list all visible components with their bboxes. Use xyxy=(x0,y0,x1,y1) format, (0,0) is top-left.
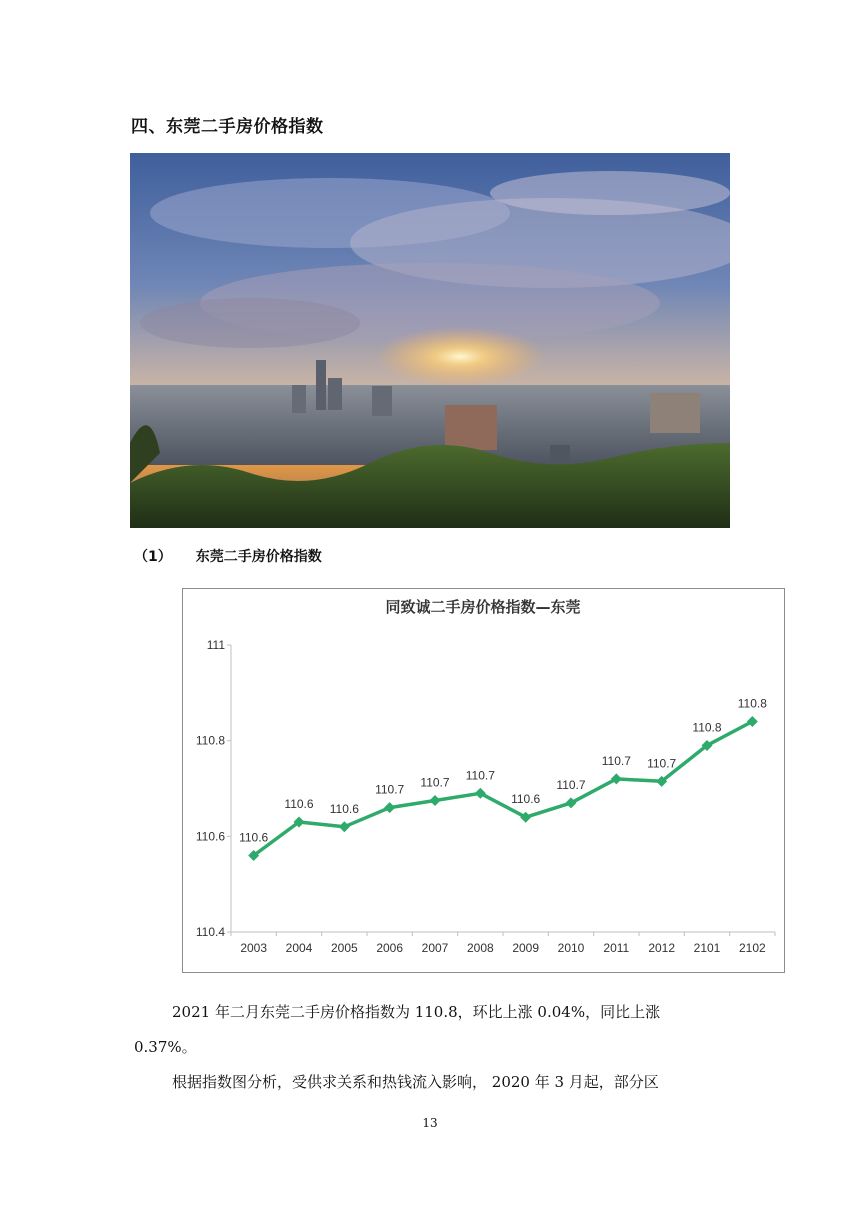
data-label: 110.6 xyxy=(239,830,269,845)
chart-title: 同致诚二手房价格指数—东莞 xyxy=(385,598,581,616)
subsection-heading xyxy=(134,546,322,566)
x-tick-label: 2007 xyxy=(421,941,449,955)
x-tick-label: 2011 xyxy=(603,941,630,955)
data-label: 110.7 xyxy=(647,756,677,771)
price-index-chart xyxy=(182,588,785,973)
x-tick-label: 2005 xyxy=(330,941,358,955)
page-number: 13 xyxy=(422,1116,438,1130)
x-tick-label: 2012 xyxy=(648,941,676,955)
data-label: 110.7 xyxy=(556,777,586,792)
x-axis xyxy=(231,932,775,955)
subsection-title: 东莞二手房价格指数 xyxy=(195,549,322,565)
y-tick-label: 110.8 xyxy=(195,733,225,748)
series-polyline xyxy=(254,722,753,856)
x-tick-label: 2003 xyxy=(240,941,268,955)
data-label: 110.7 xyxy=(375,782,405,797)
chart-canvas xyxy=(183,589,784,972)
data-label: 110.6 xyxy=(329,801,359,816)
data-label: 110.6 xyxy=(284,796,314,811)
data-label: 110.7 xyxy=(465,768,495,783)
paragraph-line-1: 2021 年二月东莞二手房价格指数为 110.8，环比上涨 0.04%，同比上涨 xyxy=(172,1003,661,1021)
x-tick-label: 2008 xyxy=(466,941,494,955)
subsection-number: （1） xyxy=(134,549,172,565)
x-tick-label: 2102 xyxy=(738,941,766,955)
city-sunset-photo xyxy=(130,153,730,528)
data-labels xyxy=(239,697,767,845)
y-tick-label: 110.4 xyxy=(195,925,225,939)
data-label: 110.7 xyxy=(601,753,631,768)
x-tick-label: 2009 xyxy=(512,941,540,955)
y-tick-label: 110.6 xyxy=(195,829,225,844)
x-tick-label: 2010 xyxy=(557,941,585,955)
series-line xyxy=(248,716,758,861)
data-label: 110.8 xyxy=(737,696,767,711)
data-label: 110.8 xyxy=(692,720,722,735)
data-point-marker xyxy=(430,795,441,806)
x-tick-label: 2006 xyxy=(376,941,404,955)
data-point-marker xyxy=(384,802,395,813)
y-axis xyxy=(196,638,231,939)
y-tick-label: 111 xyxy=(206,638,225,652)
data-point-marker xyxy=(339,821,350,832)
paragraph-line-2: 0.37%。 xyxy=(134,1038,197,1056)
data-label: 110.6 xyxy=(511,792,541,807)
paragraph-2: 根据指数图分析，受供求关系和热钱流入影响， 2020 年 3 月起，部分区 xyxy=(172,1073,659,1091)
data-label: 110.7 xyxy=(420,775,450,790)
x-tick-label: 2101 xyxy=(693,941,721,955)
x-tick-label: 2004 xyxy=(285,941,313,955)
section-title: 四、东莞二手房价格指数 xyxy=(131,117,324,137)
